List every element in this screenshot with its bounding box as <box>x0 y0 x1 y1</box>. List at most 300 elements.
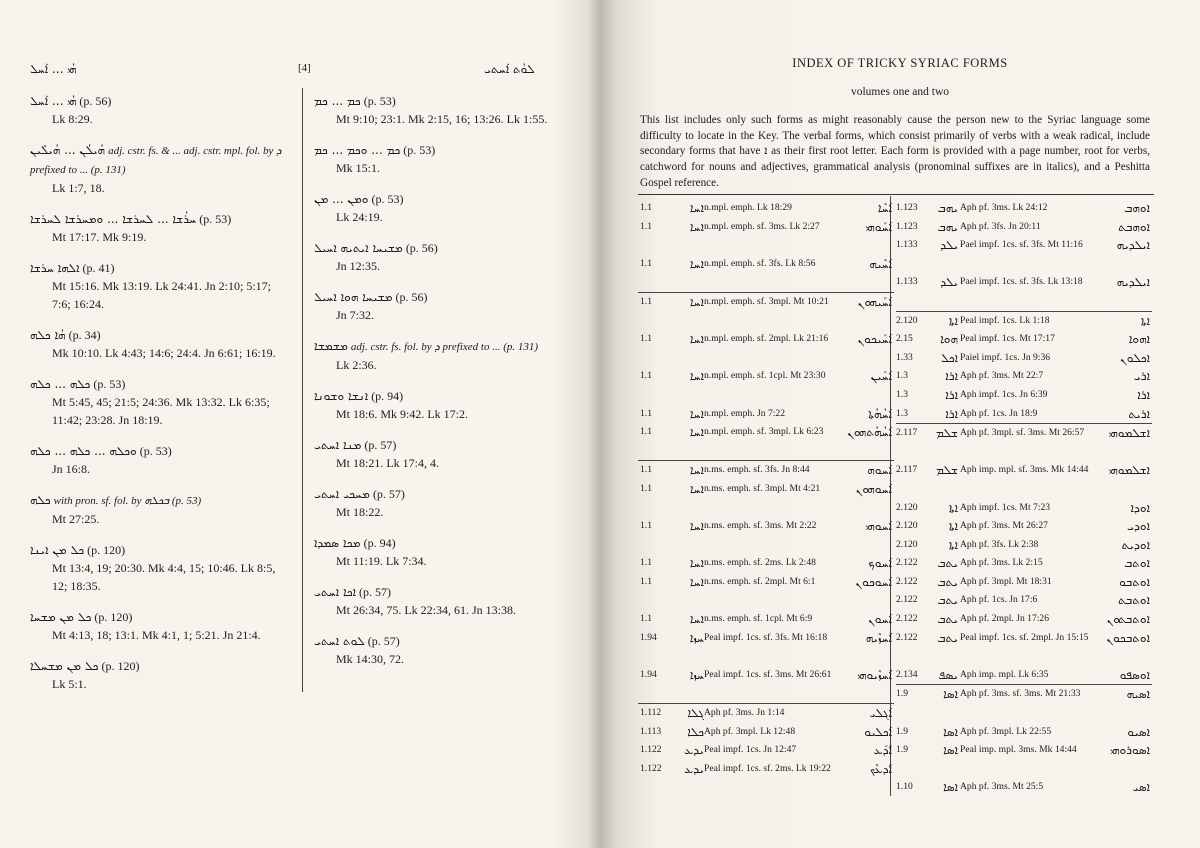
row-root: ܝܣܦ <box>938 667 958 682</box>
row-form: ܐܣܝ <box>1132 780 1150 795</box>
row-root: ܝܠܕ <box>940 238 958 253</box>
row-analysis: Peal impf. 1cs. sf. 3fs. Mt 16:18 <box>704 631 828 643</box>
entry-note: (p. 56) <box>405 241 438 255</box>
entry <box>314 337 576 374</box>
row-root: ܝܬܒ <box>937 574 958 589</box>
entry-syriac: ܗܳܝܠܳܢ ... ܗܳܝܠܶܝܢ <box>30 143 106 157</box>
entry <box>30 92 292 128</box>
row-analysis: Aph pf. 3ms. Mt 22:7 <box>960 370 1044 382</box>
row-form: ܐܘܣܦܘ <box>1119 667 1150 682</box>
row-form: ܐܰܚܘܗܘܢ <box>855 481 892 496</box>
row-analysis: Pael impf. 1cs. sf. 3fs. Lk 13:18 <box>960 276 1083 288</box>
row-root: ܐܚܐ <box>689 519 704 534</box>
row-root: ܝܬܒ <box>937 556 958 571</box>
row-form: ܐܘܕܐ <box>1130 500 1150 515</box>
row-root: ܫܠܡ <box>935 426 958 441</box>
row-root: ܝܠܕ <box>940 275 958 290</box>
row-form: ܐܰܚܰܝܢ <box>870 369 892 384</box>
entry-refs: Mt 9:10; 23:1. Mk 2:15, 16; 13:26. Lk 1:55. <box>336 112 548 126</box>
entry-refs: Mk 14:30, 72. <box>336 652 405 666</box>
row-analysis: Aph pf. 3mpl. sf. 3ms. Mt 26:57 <box>960 427 1085 439</box>
entry-refs: Mt 11:19. Lk 7:34. <box>336 554 427 568</box>
row-code: 1.1 <box>640 482 652 494</box>
row-form: ܐܝܠܕܝܗ <box>1116 275 1150 290</box>
index-row <box>638 199 894 218</box>
running-head-left: ܗܳܝ ... ܐܰܚܠ <box>30 62 77 76</box>
row-code: 1.1 <box>640 575 652 587</box>
row-analysis: Aph pf. 3ms. Lk 2:15 <box>960 557 1043 569</box>
index-row <box>638 405 894 424</box>
index-row <box>896 536 1152 555</box>
intro-paragraph: This list includes only such forms as might reasonably cause the person new to the Syriac language some difficulty to locate in the Key. The verbal forms, which consist primarily of verbs with a weak radical, include secondary forms that have ܐ as their first root letter. Each form is provided with a page number, root for verbs, catchword for nouns and adjectives, grammatical analysis (pronominal suffixes are in italics), and a Peshitta Gospel reference. <box>640 114 1150 189</box>
index-row <box>896 629 1152 666</box>
row-form: ܐܫܠܡܘܗܝ <box>1108 463 1150 478</box>
entry-syriac: ܟܡ ... ܟܡ <box>314 94 361 108</box>
row-root: ܐܚܐ <box>689 256 704 271</box>
entry-note: (p. 53) <box>199 212 232 226</box>
entry-refs: Lk 24:19. <box>336 210 383 224</box>
row-code: 1.122 <box>640 762 662 774</box>
row-form: ܐܰܚܰܝܗܘܢ <box>857 294 892 309</box>
row-code: 1.3 <box>896 407 908 419</box>
row-form: ܐܘܬܒܬܘܢ <box>1106 612 1150 627</box>
entry-syriac: ܟܠܗ <box>30 493 51 507</box>
row-analysis: n.ms. emph. sf. 1cpl. Mt 6:9 <box>704 613 813 625</box>
row-root: ܐܚܐ <box>689 201 704 215</box>
column-divider <box>302 88 303 692</box>
row-root: ܐܚܐ <box>689 294 704 309</box>
row-code: 1.133 <box>896 276 918 288</box>
row-analysis: Aph pf. 2mpl. Jn 17:26 <box>960 613 1050 625</box>
row-root: ܐܣܐ <box>943 780 958 795</box>
row-analysis: Aph imp. mpl. sf. 3ms. Mk 14:44 <box>960 464 1089 476</box>
index-row <box>896 741 1152 778</box>
row-code: 1.9 <box>896 725 908 737</box>
row-analysis: n.ms. emph. sf. 2mpl. Mt 6:1 <box>704 575 816 587</box>
entry <box>314 288 576 324</box>
row-root: ܐܣܐ <box>943 687 958 702</box>
entry <box>30 210 292 246</box>
index-row <box>896 610 1152 629</box>
entry-refs: Mk 15:1. <box>336 161 381 175</box>
entry-syriac: ܗܳܐ ܟܠܗ <box>30 328 66 342</box>
row-code: 2.122 <box>896 557 918 569</box>
index-row <box>896 554 1152 573</box>
row-root: ܫܠܡ <box>935 463 958 478</box>
row-form: ܐܘܬܒܘ <box>1119 574 1150 589</box>
row-code: 2.122 <box>896 575 918 587</box>
row-root: ܐܚܐ <box>689 574 704 589</box>
row-form: ܐܫܠܡܘܗܝ <box>1108 426 1150 441</box>
entry-syriac: ܟܠ ܡܢ ܡܫܚܐ <box>30 610 92 624</box>
row-code: 1.1 <box>640 464 652 476</box>
row-root: ܚܙܐ <box>689 630 704 645</box>
entry-note: (p. 57) <box>359 585 391 599</box>
entry-refs: Mt 15:16. Mk 13:19. Lk 24:41. Jn 2:10; 5:17; 7:6; 16:24. <box>52 279 272 311</box>
row-root: ܐܚܐ <box>689 481 704 496</box>
row-analysis: n.mpl. emph. Jn 7:22 <box>704 407 786 419</box>
index-row <box>896 517 1152 536</box>
row-form: ܐܰܓܠܝ <box>869 706 892 721</box>
row-form: ܐܘܬܒܟܘܢ <box>1106 630 1150 645</box>
row-code: 1.1 <box>640 370 652 382</box>
row-analysis: n.mpl. emph. sf. 3mpl. Mt 10:21 <box>704 295 829 307</box>
entry-note: (p. 41) <box>82 261 115 275</box>
row-code: 1.1 <box>640 220 652 232</box>
index-row <box>638 330 894 367</box>
table-top-rule <box>638 194 1154 195</box>
row-form: ܐܟܠܘܢ <box>1120 350 1150 365</box>
row-code: 1.1 <box>640 520 652 532</box>
entry-syriac: ܚܪܳܫܐ ... ܠܚܪܫܐ ... ܘܡܚܪܫܐ ܠܚܪܫܐ <box>30 212 197 226</box>
row-root: ܟܠܐ <box>687 724 704 739</box>
row-form: ܐܰܟܠܝܘ <box>864 724 892 739</box>
row-form: ܐܪܝܬ <box>1128 406 1150 421</box>
row-analysis: Aph pf. 3mpl. Lk 12:48 <box>704 725 796 737</box>
row-analysis: Pael impf. 1cs. sf. 3fs. Mt 11:16 <box>960 239 1083 251</box>
row-analysis: Aph pf. 1cs. Jn 17:6 <box>960 594 1038 606</box>
entry <box>314 239 576 275</box>
entry <box>30 326 292 362</box>
entry-syriac: ܟܠ ܡܢ ܡܫܚܠܐ <box>30 659 99 673</box>
entry-note: adj. cstr. fs. & ... adj. cstr. mpl. fol. by ܕ prefixed to ... (p. 131) <box>30 145 282 176</box>
row-root: ܐܚܐ <box>689 463 704 478</box>
entry-note: (p. 53) <box>403 143 436 157</box>
row-root: ܐܚܐ <box>689 369 704 384</box>
row-analysis: Aph pf. 3fs. Lk 2:38 <box>960 538 1039 550</box>
row-root: ܐܚܐ <box>689 406 704 421</box>
row-root: ܐܪܐ <box>945 387 958 402</box>
row-code: 1.133 <box>896 239 918 251</box>
row-code: 1.94 <box>640 668 657 680</box>
row-analysis: n.mpl. emph. sf. 1cpl. Mt 23:30 <box>704 370 826 382</box>
row-root: ܐܚܐ <box>689 219 704 234</box>
entry-syriac: ܡܫܝܚܐ ܗܘܐ ܐܚܝܠ <box>314 290 393 304</box>
index-row <box>896 405 1152 424</box>
row-code: 2.122 <box>896 594 918 606</box>
index-row <box>638 610 894 629</box>
row-root: ܐܬܐ <box>948 500 958 515</box>
row-root: ܗܘܐ <box>940 332 958 347</box>
right-page <box>600 0 1200 848</box>
row-root: ܐܟܠ <box>940 350 958 365</box>
index-row <box>896 199 1152 218</box>
row-analysis: n.mpl. emph. Lk 18:29 <box>704 202 792 213</box>
entry <box>30 141 292 197</box>
index-row <box>896 778 1152 797</box>
index-row <box>896 218 1152 237</box>
row-code: 1.122 <box>640 744 662 756</box>
entry-syriac: ܗܳܝ ... ܐܰܚܠ <box>30 94 77 108</box>
index-row <box>638 460 894 480</box>
row-form: ܐܰܚܰܝܟܘܢ <box>857 332 892 347</box>
row-root: ܐܚܐ <box>689 425 704 440</box>
row-analysis: Peal imp. mpl. 3ms. Mk 14:44 <box>960 744 1077 756</box>
entry-syriac: ܐܠܗܐ ܚܪܫܐ <box>30 261 80 275</box>
row-form: ܐܘܬܒ <box>1124 556 1150 571</box>
row-root: ܐܪܐ <box>945 406 958 421</box>
entry-refs: Mt 18:22. <box>336 505 384 519</box>
entry-note: (p. 53) <box>371 192 404 206</box>
row-root: ܝܕܥ <box>684 761 704 776</box>
row-form: ܐܣܝܘ <box>1127 724 1150 739</box>
row-code: 1.1 <box>640 613 652 625</box>
row-root: ܝܗܒ <box>937 219 958 234</box>
entry <box>314 632 576 668</box>
row-form: ܐܘܗܒ <box>1124 201 1150 215</box>
row-analysis: Aph pf. 3fs. Jn 20:11 <box>960 220 1041 232</box>
row-analysis: Aph pf. 3mpl. Lk 22:55 <box>960 725 1052 737</box>
entry <box>314 92 576 128</box>
entry-refs: Lk 2:36. <box>336 358 377 372</box>
index-row <box>638 255 894 292</box>
index-row <box>638 423 894 460</box>
row-root: ܐܬܐ <box>948 519 958 534</box>
index-row <box>896 311 1152 331</box>
row-form: ܐܘܕܝܬ <box>1121 537 1150 552</box>
entry-note: (p. 56) <box>79 94 112 108</box>
row-form: ܐܰܚܘܟ <box>868 556 892 571</box>
row-analysis: Aph impf. 1cs. Jn 6:39 <box>960 388 1048 400</box>
row-analysis: n.mpl. emph. sf. 3fs. Lk 8:56 <box>704 257 816 269</box>
row-code: 1.112 <box>640 707 662 719</box>
entry-syriac: ܟܠܗ ... ܟܠܗ <box>30 377 91 391</box>
row-form: ܐܰܚܳܗܳܬܗܘܢ <box>847 425 892 440</box>
entry <box>314 583 576 619</box>
entry-syriac: ܘܟܠܗ ... ܟܠܗ ... ܟܠܗ <box>30 444 137 458</box>
entry-refs: Lk 1:7, 18. <box>52 181 105 195</box>
row-form: ܐܬܐ <box>1140 313 1150 328</box>
row-form: ܐܘܗܒܬ <box>1118 219 1150 234</box>
entry-refs: Mt 18:6. Mk 9:42. Lk 17:2. <box>336 407 469 421</box>
index-row <box>638 554 894 573</box>
row-root: ܝܬܒ <box>937 630 958 645</box>
entry-note: (p. 94) <box>371 389 404 403</box>
index-row <box>638 741 894 760</box>
entry-syriac: ܡܫܡܫܐ <box>314 339 348 353</box>
row-form: ܐܪܐ <box>1137 387 1150 402</box>
index-row <box>896 236 1152 273</box>
row-code: 1.113 <box>640 725 662 737</box>
row-form: ܐܝܠܕܝܗ <box>1116 238 1150 253</box>
entry-syriac: ܟܡ ... ܘܟܡ ... ܟܡ <box>314 143 401 157</box>
running-head-right: ܠܘܳܬ ܐܰܚܬܝ <box>484 62 535 76</box>
entry <box>314 141 576 177</box>
index-row <box>896 684 1152 722</box>
index-row <box>896 723 1152 742</box>
entry-refs: Mt 13:4, 19; 20:30. Mk 4:4, 15; 10:46. Lk 8:5, 12; 18:35. <box>52 561 276 593</box>
index-row <box>896 499 1152 518</box>
row-code: 2.134 <box>896 668 918 680</box>
row-code: 2.120 <box>896 314 918 326</box>
row-code: 2.122 <box>896 631 918 643</box>
row-analysis: Aph pf. 3ms. Jn 1:14 <box>704 707 785 719</box>
row-code: 1.9 <box>896 744 908 756</box>
index-row <box>896 666 1152 685</box>
entry-refs: Lk 5:1. <box>52 677 87 691</box>
row-analysis: Aph pf. 3mpl. Mt 18:31 <box>960 575 1052 587</box>
row-analysis: Aph impf. 1cs. Mt 7:23 <box>960 501 1051 513</box>
entry-note: (p. 120) <box>101 659 140 673</box>
row-form: ܐܶܚܙܶܝܘܗܝ <box>857 667 892 682</box>
row-form: ܐܣܝܗ <box>1126 687 1150 702</box>
entry-column-2 <box>314 92 576 681</box>
entry-note: (p. 120) <box>87 543 126 557</box>
row-root: ܝܬܒ <box>937 593 958 608</box>
entry-refs: Mt 18:21. Lk 17:4, 4. <box>336 456 440 470</box>
entry-syriac: ܐܟܐ ܐܚܬܝ <box>314 585 356 599</box>
row-analysis: Aph pf. 3ms. Mt 26:27 <box>960 520 1048 532</box>
row-code: 2.117 <box>896 427 918 439</box>
row-form: ܐܗܘܐ <box>1128 332 1150 347</box>
row-form: ܐܰܚܘܗܝ <box>865 519 892 534</box>
entry-refs: Lk 8:29. <box>52 112 93 126</box>
entry-syriac: ܡܢܐ ܐܚܬܝ <box>314 438 362 452</box>
row-analysis: Peal impf. 1cs. sf. 2ms. Lk 19:22 <box>704 762 831 774</box>
entry-syriac: ܡܟܐ ܣܡܕܐ <box>314 536 361 550</box>
entry <box>314 436 576 472</box>
row-analysis: Aph imp. mpl. Lk 6:35 <box>960 668 1049 680</box>
row-root: ܚܙܐ <box>689 667 704 682</box>
row-root: ܓܠܐ <box>687 706 704 721</box>
row-form: ܐܺܕܰܥ <box>873 743 892 758</box>
entry <box>314 485 576 521</box>
entry <box>314 387 576 423</box>
row-analysis: n.mpl. emph. sf. 3ms. Lk 2:27 <box>704 220 820 232</box>
index-row <box>896 461 1152 498</box>
entry <box>30 608 292 644</box>
row-root: ܝܗܒ <box>937 201 958 215</box>
index-row <box>638 703 894 723</box>
row-analysis: n.mpl. emph. sf. 3mpl. Lk 6:23 <box>704 426 824 438</box>
row-code: 2.120 <box>896 520 918 532</box>
entry-column-1 <box>30 92 292 706</box>
row-analysis: Paiel impf. 1cs. Jn 9:36 <box>960 351 1051 363</box>
row-form: ܐܰܚܘܗ <box>867 463 892 478</box>
row-form: ܐܰܚܘܟܘܢ <box>855 574 892 589</box>
row-analysis: Aph pf. 3ms. Mt 25:5 <box>960 781 1044 793</box>
row-analysis: Peal impf. 1cs. sf. 3ms. Mt 26:61 <box>704 668 832 680</box>
row-root: ܐܣܐ <box>943 743 958 758</box>
entry-note: (p. 53) <box>363 94 396 108</box>
row-form: ܐܰܚܶܐ <box>877 201 892 215</box>
row-analysis: Peal impf. 1cs. Lk 1:18 <box>960 314 1050 326</box>
entry-syriac: ܡܚܟܝ ܐܚܬܝ <box>314 487 370 501</box>
row-code: 1.3 <box>896 388 908 400</box>
entry-note: (p. 34) <box>68 328 101 342</box>
row-root: ܐܚܐ <box>689 332 704 347</box>
row-form: ܐܶܚܙܶܝܗ <box>865 630 892 645</box>
entry-refs: Mk 10:10. Lk 4:43; 14:6; 24:4. Jn 6:61; 16:19. <box>52 346 276 360</box>
row-form: ܐܘܕܝ <box>1127 519 1150 534</box>
entry-note: (p. 53) <box>139 444 172 458</box>
entry-syriac: ܟܠ ܡܢ ܐܝܢܐ <box>30 543 85 557</box>
entry-refs: Mt 4:13, 18; 13:1. Mk 4:1, 1; 5:21. Jn 21:4. <box>52 628 261 642</box>
row-code: 1.1 <box>640 407 652 419</box>
entry <box>30 259 292 313</box>
folio-number: [4] <box>298 62 311 74</box>
row-analysis: Peal impf. 1cs. sf. 2mpl. Jn 15:15 <box>960 631 1089 643</box>
row-code: 1.123 <box>896 202 918 213</box>
entry-note: (p. 57) <box>372 487 405 501</box>
row-code: 1.123 <box>896 220 918 232</box>
row-form: ܐܺܕܥܶܟ <box>870 761 892 776</box>
row-form: ܐܪܝ <box>1133 369 1150 384</box>
row-root: ܐܚܐ <box>689 612 704 627</box>
index-table-left <box>638 199 894 797</box>
row-code: 2.15 <box>896 333 913 345</box>
row-root: ܐܣܐ <box>943 724 958 739</box>
row-code: 1.1 <box>640 257 652 269</box>
entry-note: (p. 56) <box>395 290 428 304</box>
entry <box>30 657 292 693</box>
index-row <box>896 423 1152 461</box>
entry-syriac: ܘܡܢ ... ܡܢ <box>314 192 369 206</box>
index-row <box>896 273 1152 310</box>
index-row <box>638 367 894 404</box>
row-form: ܐܰܚܶܝܗ <box>869 256 892 271</box>
entry-refs: Mt 5:45, 45; 21:5; 24:36. Mk 13:32. Lk 6:35; 11:42; 23:28. Jn 18:19. <box>52 395 270 427</box>
row-analysis: n.ms. emph. sf. 3ms. Mt 2:22 <box>704 520 817 532</box>
row-code: 1.1 <box>640 426 652 438</box>
row-root: ܝܬܒ <box>937 612 958 627</box>
index-row <box>896 573 1152 592</box>
entry-note: with pron. sf. fol. by ܒܟܠܗ (p. 53) <box>53 495 202 507</box>
entry-refs: Jn 12:35. <box>336 259 381 273</box>
entry-refs: Mt 26:34, 75. Lk 22:34, 61. Jn 13:38. <box>336 603 517 617</box>
entry-note: (p. 57) <box>364 438 397 452</box>
row-analysis: n.ms. emph. sf. 2ms. Lk 2:48 <box>704 557 816 569</box>
row-analysis: Aph pf. 1cs. Jn 18:9 <box>960 407 1038 419</box>
page-subtitle: volumes one and two <box>850 86 950 98</box>
row-form: ܐܰܚܘܢ <box>868 612 892 627</box>
row-root: ܐܬܐ <box>948 537 958 552</box>
index-row <box>638 666 894 703</box>
row-root: ܝܕܥ <box>684 743 704 758</box>
index-row <box>638 629 894 666</box>
row-analysis: Peal impf. 1cs. Jn 12:47 <box>704 744 797 756</box>
index-row <box>638 517 894 554</box>
index-row <box>896 367 1152 386</box>
entry <box>314 534 576 570</box>
row-form: ܐܘܬܒܬ <box>1118 593 1150 608</box>
row-analysis: Peal impf. 1cs. Mt 17:17 <box>960 333 1055 345</box>
entry-note: (p. 53) <box>93 377 126 391</box>
index-row <box>638 480 894 517</box>
row-form: ܐܰܚܰܘܗܝ <box>865 219 892 234</box>
index-row <box>638 292 894 330</box>
row-root: ܐܪܐ <box>945 369 958 384</box>
row-form: ܐܣܘܪܘܗܝ <box>1110 743 1150 758</box>
index-row <box>638 573 894 610</box>
entry-refs: Jn 16:8. <box>52 462 91 476</box>
row-analysis: n.ms. emph. sf. 3mpl. Mt 4:21 <box>704 482 821 494</box>
row-root: ܐܚܐ <box>689 556 704 571</box>
index-row <box>896 349 1152 368</box>
row-code: 1.94 <box>640 631 657 643</box>
entry-refs: Mt 17:17. Mk 9:19. <box>52 230 147 244</box>
row-analysis: Aph pf. 3ms. sf. 3ms. Mt 21:33 <box>960 688 1081 700</box>
entry <box>30 541 292 595</box>
entry <box>30 442 292 478</box>
row-code: 1.9 <box>896 688 908 700</box>
row-code: 1.1 <box>640 333 652 345</box>
index-row <box>896 591 1152 610</box>
entry <box>314 190 576 226</box>
row-code: 2.117 <box>896 464 918 476</box>
row-code: 2.120 <box>896 501 918 513</box>
entry-refs: Jn 7:32. <box>336 308 375 322</box>
